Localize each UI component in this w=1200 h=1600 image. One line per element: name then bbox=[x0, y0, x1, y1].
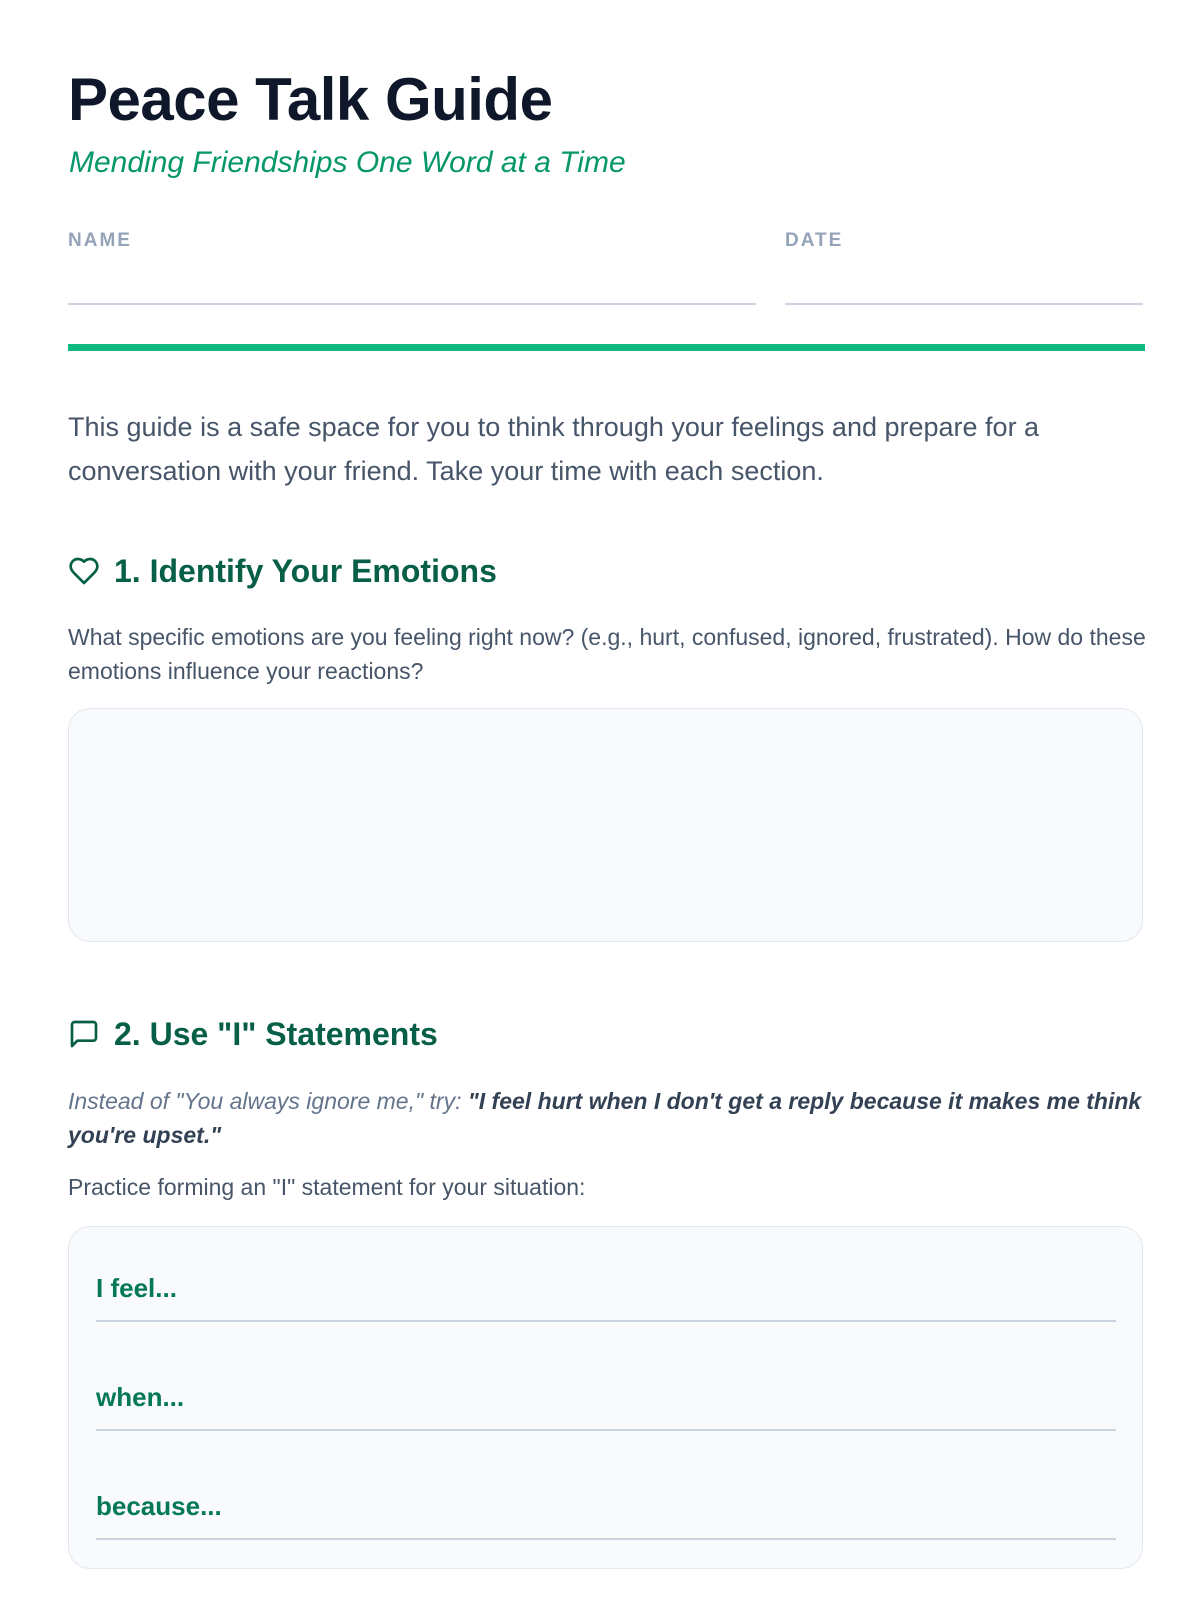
date-label: DATE bbox=[785, 230, 844, 251]
statement-label-feel: I feel... bbox=[96, 1273, 177, 1303]
statement-label-when: when... bbox=[96, 1382, 185, 1412]
accent-divider bbox=[68, 344, 1145, 351]
speech-bubble-icon bbox=[68, 1018, 100, 1050]
statement-line-feel[interactable] bbox=[96, 1320, 1116, 1322]
name-label: NAME bbox=[68, 230, 132, 251]
heart-icon bbox=[68, 555, 100, 587]
date-field[interactable] bbox=[785, 270, 1143, 305]
section-1-header bbox=[68, 551, 497, 591]
section-1-prompt: What specific emotions are you feeling right now? (e.g., hurt, confused, ignored, frustrated). How do these emotions influence your reactions? bbox=[68, 624, 1146, 684]
statement-line-when[interactable] bbox=[96, 1429, 1116, 1431]
page-title: Peace Talk Guide bbox=[68, 66, 553, 133]
statement-line-because[interactable] bbox=[96, 1538, 1116, 1540]
intro-text: This guide is a safe space for you to think through your feelings and prepare for a conversation with your friend. Take your time with each section. bbox=[68, 412, 1040, 486]
page-subtitle: Mending Friendships One Word at a Time bbox=[69, 146, 626, 179]
emotions-answer-box[interactable] bbox=[68, 708, 1143, 942]
name-field[interactable] bbox=[68, 270, 756, 305]
section-2-prompt: Practice forming an "I" statement for your situation: bbox=[68, 1174, 586, 1200]
section-1-title: 1. Identify Your Emotions bbox=[114, 553, 497, 589]
example-statement bbox=[68, 1084, 1158, 1152]
example-prefix: Instead of "You always ignore me," try: bbox=[68, 1088, 468, 1114]
statement-label-because: because... bbox=[96, 1491, 222, 1521]
section-2-title: 2. Use "I" Statements bbox=[114, 1016, 438, 1052]
i-statement-box bbox=[68, 1226, 1143, 1569]
example-quote: "I feel hurt when I don't get a reply because it makes me think you're upset." bbox=[68, 1088, 1142, 1148]
section-2-header bbox=[68, 1014, 438, 1054]
